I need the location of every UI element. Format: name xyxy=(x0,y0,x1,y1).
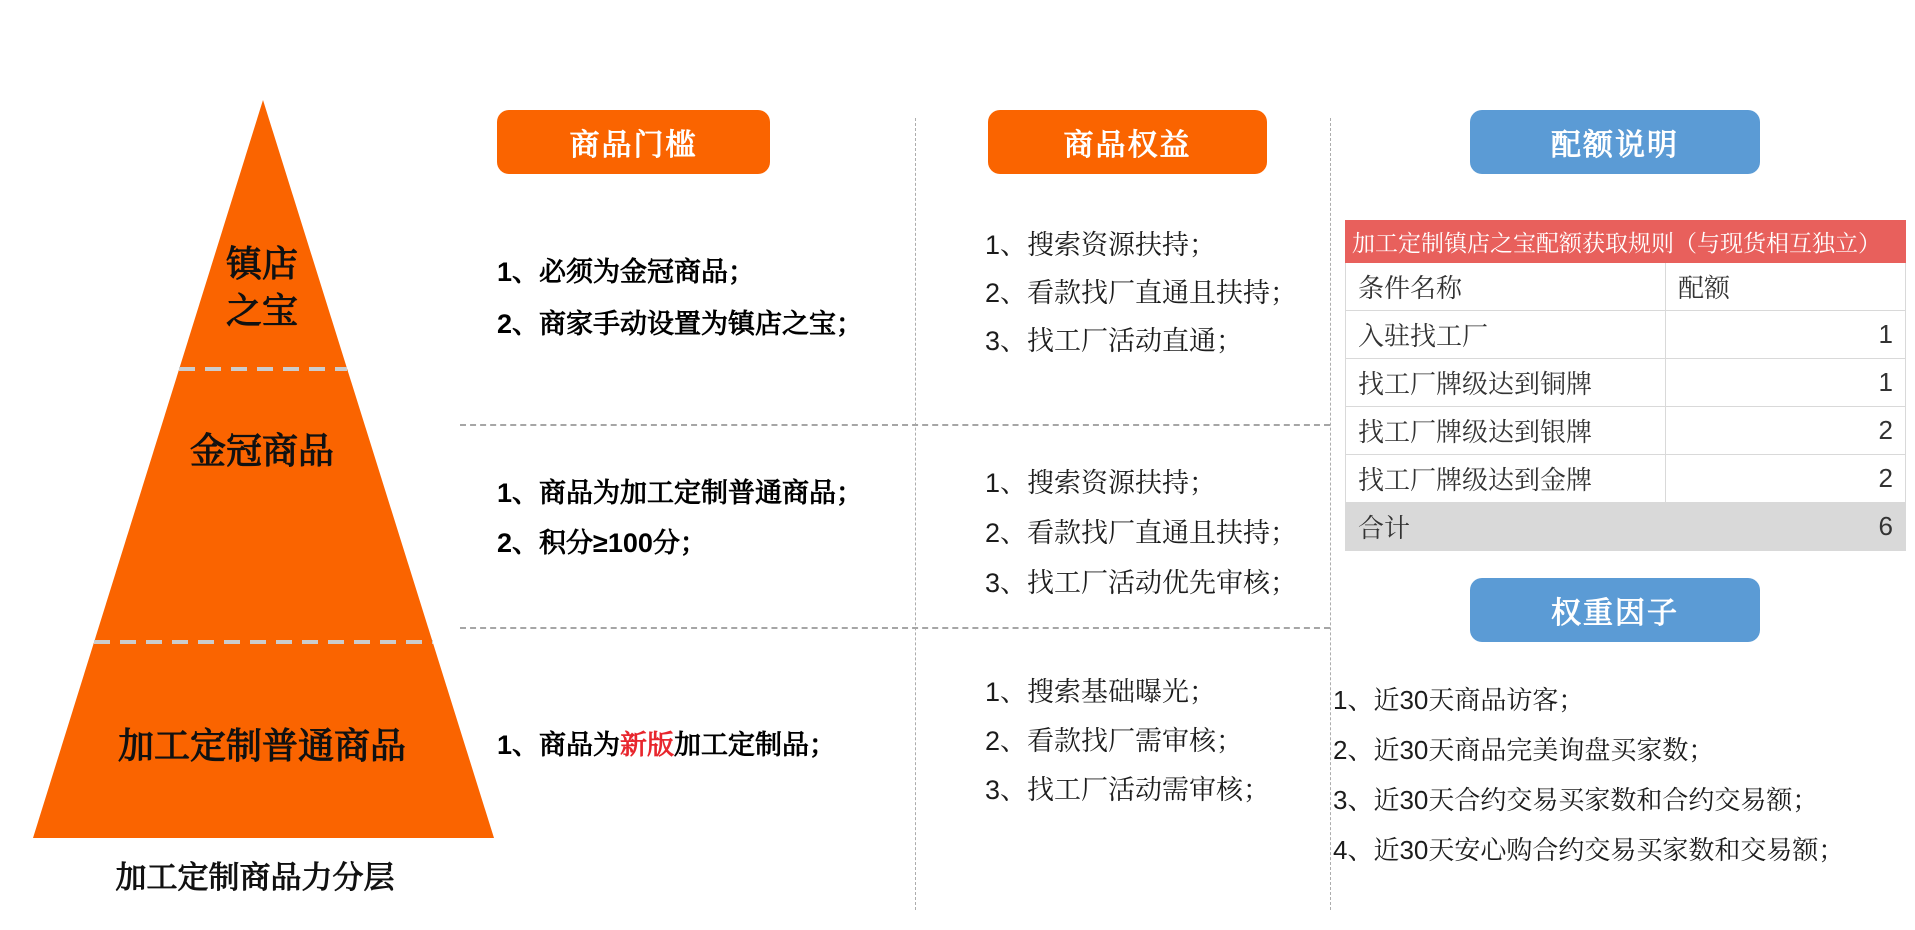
weight-factor-list xyxy=(1333,675,1844,875)
list-item: 1、近30天商品访客； xyxy=(1333,685,1585,715)
list-item: 1、搜索资源扶持； xyxy=(985,468,1217,498)
quota-table-title: 加工定制镇店之宝配额获取规则（与现货相互独立） xyxy=(1346,221,1906,263)
benefits-tier2-list xyxy=(985,458,1297,608)
table-row xyxy=(1346,359,1906,407)
threshold-header: 商品门槛 xyxy=(497,110,770,174)
column-separator-1 xyxy=(915,118,916,910)
tier-separator-2 xyxy=(460,627,1330,629)
tier3-text-highlight: 新版 xyxy=(620,730,675,760)
threshold-tier3-list xyxy=(497,723,836,767)
pyramid-tier-middle-label: 金冠商品 xyxy=(189,430,334,471)
quota-col-header-quota: 配额 xyxy=(1666,263,1906,311)
list-item: 3、近30天合约交易买家数和合约交易额； xyxy=(1333,785,1819,815)
condition-cell: 找工厂牌级达到金牌 xyxy=(1346,455,1666,503)
threshold-tier1-list xyxy=(497,246,863,350)
quota-table-title-row xyxy=(1346,221,1906,263)
quota-cell: 1 xyxy=(1666,311,1906,359)
list-item: 2、看款找厂直通且扶持； xyxy=(985,518,1298,548)
quota-table-header-row xyxy=(1346,263,1906,311)
pyramid-tier-top-label xyxy=(162,240,362,334)
list-item: 2、近30天商品完美询盘买家数； xyxy=(1333,735,1715,765)
quota-table xyxy=(1345,220,1906,551)
pyramid-tier-bottom-label: 加工定制普通商品 xyxy=(117,725,406,766)
condition-cell: 入驻找工厂 xyxy=(1346,311,1666,359)
list-item: 4、近30天安心购合约交易买家数和交易额； xyxy=(1333,835,1845,865)
weight-factor-header: 权重因子 xyxy=(1470,578,1760,642)
list-item: 1、搜索基础曝光； xyxy=(985,677,1217,707)
tier-top-line1: 镇店 xyxy=(225,243,298,284)
table-row xyxy=(1346,407,1906,455)
quota-cell: 1 xyxy=(1666,359,1906,407)
benefits-header: 商品权益 xyxy=(988,110,1267,174)
tier-separator-1 xyxy=(460,424,1330,426)
list-item: 2、看款找厂需审核； xyxy=(985,726,1244,756)
list-item: 1、搜索资源扶持； xyxy=(985,230,1217,260)
benefits-tier1-list xyxy=(985,221,1297,365)
condition-cell: 找工厂牌级达到铜牌 xyxy=(1346,359,1666,407)
tier3-text-prefix: 1、商品为 xyxy=(497,730,621,760)
quota-col-header-condition: 条件名称 xyxy=(1346,263,1666,311)
table-row xyxy=(1346,455,1906,503)
list-item: 3、找工厂活动需审核； xyxy=(985,775,1271,805)
list-item: 3、找工厂活动直通； xyxy=(985,326,1244,356)
quota-cell: 2 xyxy=(1666,455,1906,503)
list-item: 1、商品为加工定制普通商品； xyxy=(497,478,864,508)
list-item: 2、看款找厂直通且扶持； xyxy=(985,278,1298,308)
total-label-cell: 合计 xyxy=(1346,503,1666,551)
pyramid-caption: 加工定制商品力分层 xyxy=(115,860,395,895)
list-item: 3、找工厂活动优先审核； xyxy=(985,568,1298,598)
quota-cell: 2 xyxy=(1666,407,1906,455)
benefits-tier3-list xyxy=(985,668,1270,815)
list-item xyxy=(497,723,836,767)
tier-top-line2: 之宝 xyxy=(225,290,298,331)
quota-table-total-row xyxy=(1346,503,1906,551)
table-row xyxy=(1346,311,1906,359)
column-separator-2 xyxy=(1330,118,1331,910)
quota-header: 配额说明 xyxy=(1470,110,1760,174)
list-item: 1、必须为金冠商品； xyxy=(497,257,756,287)
list-item: 2、积分≥100分； xyxy=(497,528,707,558)
list-item: 2、商家手动设置为镇店之宝； xyxy=(497,309,864,339)
threshold-tier2-list xyxy=(497,468,863,568)
total-value-cell: 6 xyxy=(1666,503,1906,551)
tier3-text-suffix: 加工定制品； xyxy=(674,730,837,760)
condition-cell: 找工厂牌级达到银牌 xyxy=(1346,407,1666,455)
